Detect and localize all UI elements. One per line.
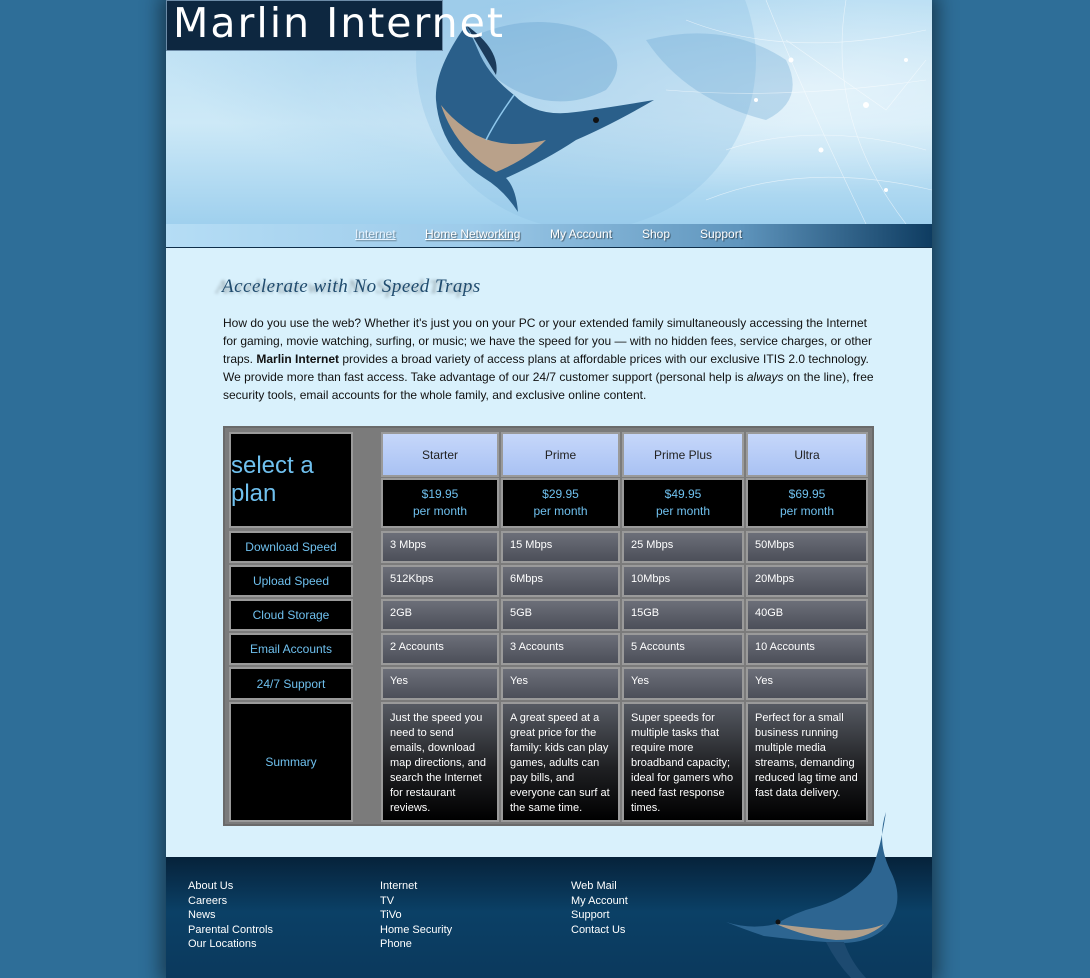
row-label-summary: Summary [229,702,353,822]
plan-name-starter[interactable]: Starter [381,432,499,477]
price-amount: $49.95 [664,487,702,501]
upload-speed-starter: 512Kbps [381,565,499,597]
header-banner [166,0,932,224]
footer-link-my-account[interactable]: My Account [571,894,628,907]
summary-prime: A great speed at a great price for the family: kids can play games, adults can pay bills, and everyone can surf at the same time. [501,702,620,822]
download-speed-prime: 15 Mbps [501,531,620,563]
price-amount: $19.95 [421,487,459,501]
upload-speed-ultra: 20Mbps [746,565,868,597]
download-speed-ultra: 50Mbps [746,531,868,563]
footer-link-support[interactable]: Support [571,909,610,921]
cloud-storage-starter: 2GB [381,599,499,631]
summary-prime-plus: Super speeds for multiple tasks that require more broadband capacity; ideal for gamers who need fast response times. [622,702,744,822]
footer-link-our-locations[interactable]: Our Locations [188,938,257,950]
support-prime: Yes [501,667,620,700]
footer-link-tv[interactable]: TV [380,894,395,907]
row-label-email-accounts: Email Accounts [229,633,353,665]
price-amount: $69.95 [788,487,826,501]
summary-starter: Just the speed you need to send emails, download map directions, and search the Internet for restaurant reviews. [381,702,499,822]
plan-price-prime-plus [622,478,744,528]
plan-name-ultra[interactable]: Ultra [746,432,868,477]
cloud-storage-ultra: 40GB [746,599,868,631]
footer-link-parental-controls[interactable]: Parental Controls [188,923,273,936]
page-container [166,0,932,978]
price-period: per month [779,504,835,518]
email-accounts-prime: 3 Accounts [501,633,620,665]
cloud-storage-prime: 5GB [501,599,620,631]
price-period: per month [655,504,711,518]
intro-brand: Marlin Internet [256,352,340,366]
support-ultra: Yes [746,667,868,700]
footer-link-about-us[interactable]: About Us [188,880,234,892]
footer-link-contact-us[interactable]: Contact Us [571,923,626,936]
marlin-footer-icon [716,812,926,978]
main-nav [166,224,932,248]
nav-item-internet[interactable]: Internet [355,227,396,241]
footer [166,857,932,978]
intro-text-2: provides a broad variety of access plans at affordable prices with our exclusive ITIS 2.0 technology. We provide more than fast access. Take advantage of our 24/7 customer support (personal help is [223,352,869,384]
email-accounts-starter: 2 Accounts [381,633,499,665]
select-plan-label: select a plan [229,432,353,528]
plan-price-ultra [746,478,868,528]
footer-link-phone[interactable]: Phone [380,938,412,950]
upload-speed-prime-plus: 10Mbps [622,565,744,597]
support-starter: Yes [381,667,499,700]
row-label-cloud-storage: Cloud Storage [229,599,353,631]
nav-item-support[interactable]: Support [700,227,743,241]
summary-ultra: Perfect for a small business running multiple media streams, demanding reduced lag time and fast data delivery. [746,702,868,822]
intro-text-1: How do you use the web? Whether it's just you on your PC or your extended family simultaneously accessing the Internet for gaming, movie watching, surfing, or music; we have the speed for you — with no hidden fees, service charges, or other traps. [223,316,872,366]
footer-link-internet[interactable]: Internet [380,880,418,892]
price-amount: $29.95 [542,487,579,501]
intro-emphasis: always [746,370,784,384]
footer-column-services [380,879,452,952]
download-speed-starter: 3 Mbps [381,531,499,563]
plan-price-prime [501,478,620,528]
nav-item-shop[interactable]: Shop [642,227,671,241]
email-accounts-prime-plus: 5 Accounts [622,633,744,665]
plan-table [223,426,874,826]
upload-speed-prime: 6Mbps [501,565,620,597]
footer-link-careers[interactable]: Careers [188,894,228,907]
logo[interactable] [166,0,505,51]
intro-text-3: on the line), free security tools, email accounts for the whole family, and exclusive online content. [223,370,874,402]
plan-name-prime[interactable]: Prime [501,432,620,477]
row-label-upload-speed: Upload Speed [229,565,353,597]
row-label-support: 24/7 Support [229,667,353,700]
logo-text: Marlin Internet [173,0,505,47]
plan-price-starter [381,478,499,528]
footer-column-account [571,879,628,937]
page-heading: Accelerate with No Speed Traps [222,276,481,297]
email-accounts-ultra: 10 Accounts [746,633,868,665]
row-label-download-speed: Download Speed [229,531,353,563]
support-prime-plus: Yes [622,667,744,700]
download-speed-prime-plus: 25 Mbps [622,531,744,563]
intro-paragraph [223,314,883,404]
footer-link-home-security[interactable]: Home Security [380,923,453,936]
cloud-storage-prime-plus: 15GB [622,599,744,631]
price-period: per month [533,504,588,518]
footer-link-news[interactable]: News [188,909,216,921]
footer-column-company [188,879,273,952]
plan-name-prime-plus[interactable]: Prime Plus [622,432,744,477]
nav-item-home-networking[interactable]: Home Networking [425,227,521,241]
footer-link-web-mail[interactable]: Web Mail [571,880,617,892]
footer-link-tivo[interactable]: TiVo [380,909,402,921]
price-period: per month [412,504,468,518]
nav-item-my-account[interactable]: My Account [550,227,613,241]
